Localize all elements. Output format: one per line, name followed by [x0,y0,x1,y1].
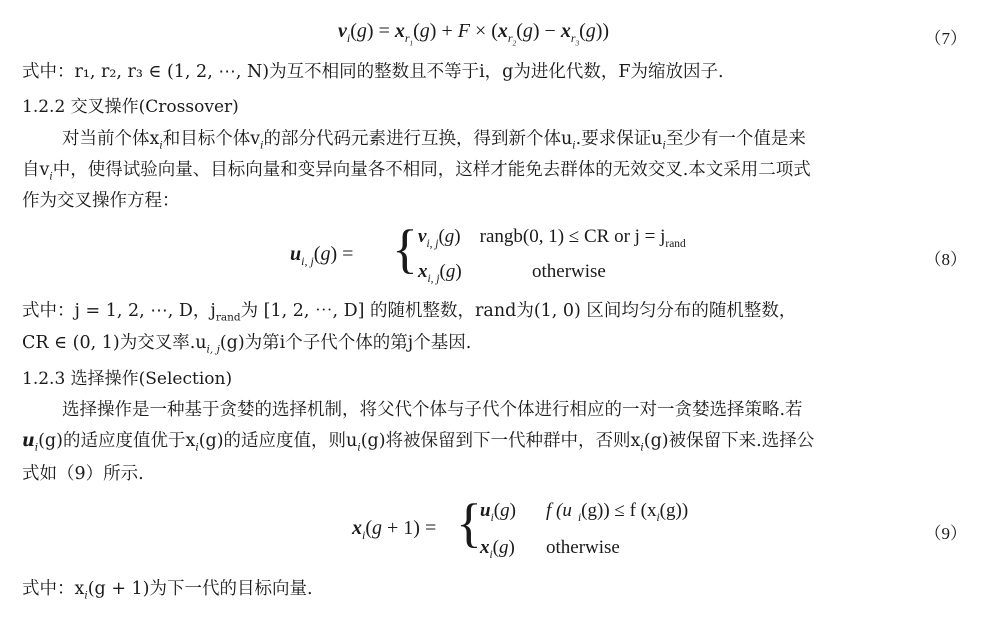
equation-number-9: （9） [924,524,967,543]
equation-8-case2: $x_{i, j}(g)$ otherwise [418,261,606,285]
equation-9-brace: { [456,493,482,553]
section-heading-1-2-2: 1.2.2 交叉操作(Crossover) [22,97,239,117]
paragraph-eq8-explanation-line1: 式中：j = 1, 2, ⋯, D，$j_{rand}$为 [1, 2, ⋯, D] 的随机整数，rand为(1, 0) 区间均匀分布的随机整数， [22,301,797,324]
paragraph-selection-line1: 选择操作是一种基于贪婪的选择机制，将父代个体与子代个体进行相应的一对一贪婪选择策略.若 [62,400,803,420]
equation-9-case1: $u_i(g)$ f (u $_i$(g)) ≤ f $(x_i(g))$ [480,500,689,524]
equation-9-case2: $x_i(g)$ otherwise [480,537,620,561]
equation-number-8: （8） [924,250,967,269]
equation-9-lhs: $x_i(g + 1)$ = [352,517,437,542]
equation-8-case1: $v_{i, j}(g)$ rangb(0, 1) ≤ CR or $j = j_{rand}$ [418,226,686,250]
paragraph-eq7-explanation: 式中：r₁, r₂, r₃ ∈ (1, 2, ⋯, N)为互不相同的整数且不等于i，g为进化代数，F为缩放因子. [22,62,724,82]
equation-8-lhs: $u_{i, j}(g)$ = [290,243,354,268]
paragraph-crossover-line3: 作为交叉操作方程： [22,191,180,211]
paragraph-crossover-line1: 对当前个体$x_i$和目标个体$v_i$的部分代码元素进行互换，得到新个体$u_i$.要求保证$u_i$至少有一个值是来 [62,129,806,152]
paragraph-eq9-explanation: 式中：$x_i(g + 1)$为下一代的目标向量. [22,579,313,602]
section-heading-1-2-3: 1.2.3 选择操作(Selection) [22,369,233,389]
paragraph-selection-line3: 式如（9）所示. [22,464,144,484]
equation-number-7: （7） [924,29,967,48]
paragraph-eq8-explanation-line2: CR ∈ (0, 1)为交叉率$.u_{i, j}(g)$为第i个子代个体的第j个基因. [22,333,472,356]
paragraph-crossover-line2: 自$v_i$中，使得试验向量、目标向量和变异向量各不相同，这样才能免去群体的无效交叉.本文采用二项式 [22,160,811,183]
equation-8-brace: { [392,219,418,279]
equation-7: $v_i(g) = x_{r_1}(g) + F \times (x_{r_2}(g) - x_{r_3}(g))$ [338,20,610,48]
paragraph-selection-line2: $u_i(g)$的适应度值优于$x_i(g)$的适应度值，则$u_i(g)$将被保留到下一代种群中，否则$x_i(g)$被保留下来.选择公 [22,431,815,454]
